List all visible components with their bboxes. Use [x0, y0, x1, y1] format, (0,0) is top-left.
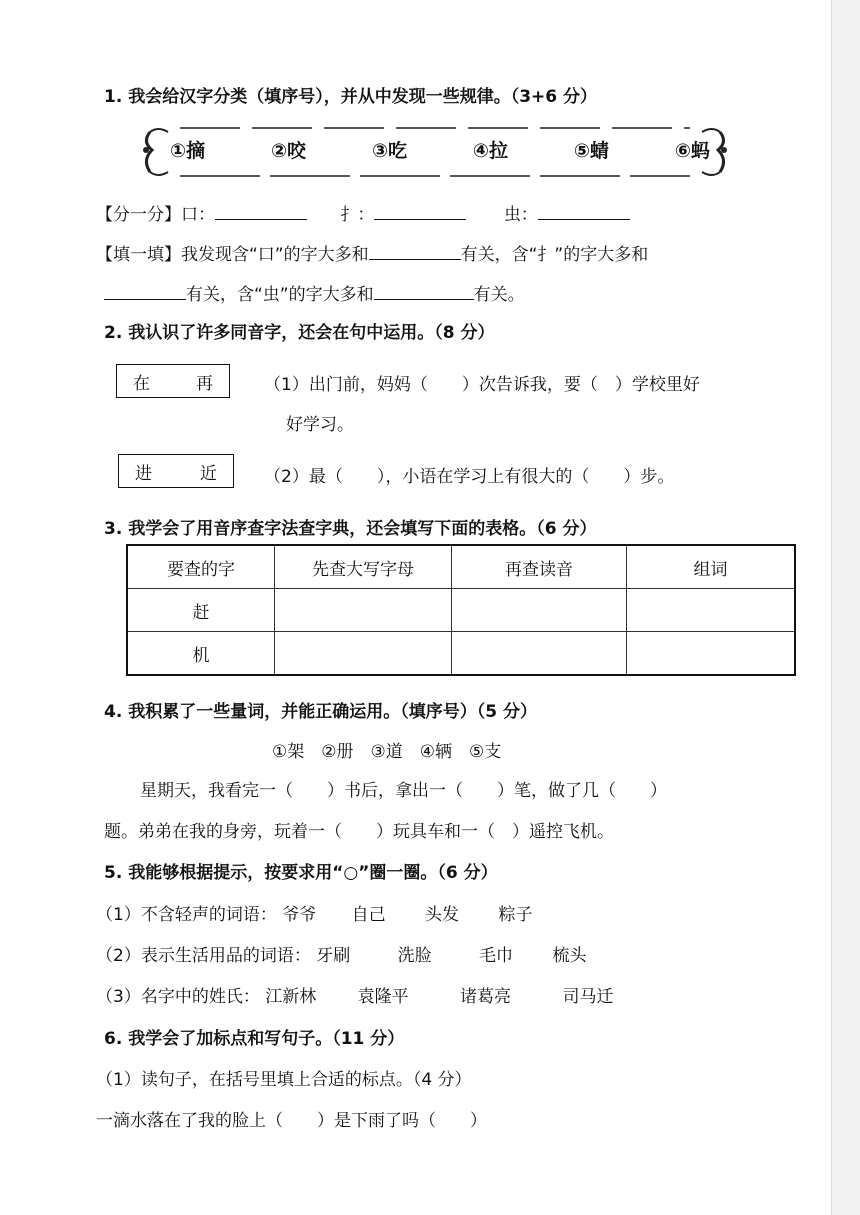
answer-blank[interactable]	[374, 202, 466, 220]
homophone-box-1	[116, 364, 230, 398]
sentence-1-line-1: （1）出门前，妈妈（ ）次告诉我，要（ ）学校里好	[264, 375, 700, 395]
fill-text: 【填一填】我发现含“口”的字大多和	[96, 245, 369, 265]
homophone: 再	[196, 373, 213, 394]
table-cell[interactable]	[452, 632, 627, 676]
q6-title: 6. 我学会了加标点和写句子。（11 分）	[104, 1029, 405, 1049]
q6-subquestion-1: （1）读句子，在括号里填上合适的标点。（4 分）	[96, 1070, 472, 1090]
char-item: ⑥蚂	[674, 140, 710, 162]
word-option[interactable]: 牙刷	[316, 946, 351, 966]
column-header: 先查大写字母	[275, 545, 452, 589]
sentence-1-line-2: 好学习。	[286, 415, 354, 435]
table-cell[interactable]	[627, 589, 796, 632]
q5-row-3	[96, 982, 613, 1007]
q3-title: 3. 我学会了用音序查字法查字典，还会填写下面的表格。（6 分）	[104, 519, 597, 539]
answer-blank[interactable]	[374, 282, 474, 300]
char-item: ⑤蜻	[573, 140, 609, 162]
q5-row-2	[96, 941, 586, 966]
word-option[interactable]: 粽子	[498, 905, 533, 925]
sort-row	[96, 200, 630, 225]
table-row	[127, 632, 795, 676]
table-cell[interactable]	[275, 632, 452, 676]
table-cell[interactable]	[452, 589, 627, 632]
q5-row-1	[96, 900, 532, 925]
char-list	[170, 136, 710, 163]
page-edge	[831, 0, 860, 1215]
word-option[interactable]: 爷爷	[282, 905, 317, 925]
radical-chong-label: 虫：	[503, 205, 538, 225]
word-option[interactable]: 梳头	[552, 946, 587, 966]
char-item: ③吃	[371, 140, 408, 162]
q4-passage-line-1: 星期天，我看完一（ ）书后，拿出一（ ）笔，做了几（ ）	[140, 781, 667, 801]
word-option[interactable]: 自己	[351, 905, 386, 925]
answer-blank[interactable]	[215, 202, 307, 220]
word-option[interactable]: 头发	[425, 905, 460, 925]
word-option[interactable]: 袁隆平	[357, 987, 409, 1007]
lookup-table	[126, 544, 796, 676]
column-header: 再查读音	[452, 545, 627, 589]
word-option[interactable]: 诸葛亮	[460, 987, 512, 1007]
measure-word-options: ①架 ②册 ③道 ④辆 ⑤支	[272, 742, 502, 762]
answer-blank[interactable]	[104, 282, 186, 300]
table-header-row	[127, 545, 795, 589]
q4-passage-line-2: 题。弟弟在我的身旁，玩着一（ ）玩具车和一（ ）遥控飞机。	[104, 822, 614, 842]
char-item: ①摘	[170, 140, 206, 162]
table-cell: 赶	[127, 589, 275, 632]
row-label: （3）名字中的姓氏：	[96, 987, 260, 1007]
fill-row-2	[104, 280, 525, 305]
column-header: 要查的字	[127, 545, 275, 589]
table-cell[interactable]	[627, 632, 796, 676]
fill-row-1	[96, 240, 648, 265]
homophone-box-2	[118, 454, 234, 488]
word-option[interactable]: 洗脸	[397, 946, 432, 966]
word-option[interactable]: 司马迁	[562, 987, 614, 1007]
fill-text: 有关。	[473, 285, 525, 305]
q4-title: 4. 我积累了一些量词，并能正确运用。（填序号）（5 分）	[104, 702, 537, 722]
homophone: 在	[133, 373, 150, 394]
fill-text: 有关，含“扌”的字大多和	[460, 245, 649, 265]
char-item: ②咬	[270, 140, 307, 162]
q6-sentence: 一滴水落在了我的脸上（ ）是下雨了吗（ ）	[96, 1111, 487, 1131]
radical-shou-label: 扌：	[340, 205, 375, 225]
table-row	[127, 589, 795, 632]
answer-blank[interactable]	[538, 202, 630, 220]
sort-label: 【分一分】口：	[96, 205, 215, 225]
word-option[interactable]: 毛巾	[479, 946, 514, 966]
homophone: 近	[200, 463, 217, 484]
char-item: ④拉	[472, 140, 508, 162]
fill-text: 有关，含“虫”的字大多和	[186, 285, 374, 305]
q2-title: 2. 我认识了许多同音字，还会在句中运用。（8 分）	[104, 323, 495, 343]
table-cell: 机	[127, 632, 275, 676]
sentence-2: （2）最（ ），小语在学习上有很大的（ ）步。	[264, 467, 675, 487]
row-label: （2）表示生活用品的词语：	[96, 946, 311, 966]
q5-title: 5. 我能够根据提示，按要求用“○”圈一圈。（6 分）	[104, 863, 498, 883]
table-cell[interactable]	[275, 589, 452, 632]
word-option[interactable]: 江新林	[265, 987, 317, 1007]
q1-title: 1. 我会给汉字分类（填序号），并从中发现一些规律。（3+6 分）	[104, 87, 598, 107]
column-header: 组词	[627, 545, 796, 589]
answer-blank[interactable]	[369, 242, 461, 260]
row-label: （1）不含轻声的词语：	[96, 905, 277, 925]
homophone: 进	[135, 463, 152, 484]
